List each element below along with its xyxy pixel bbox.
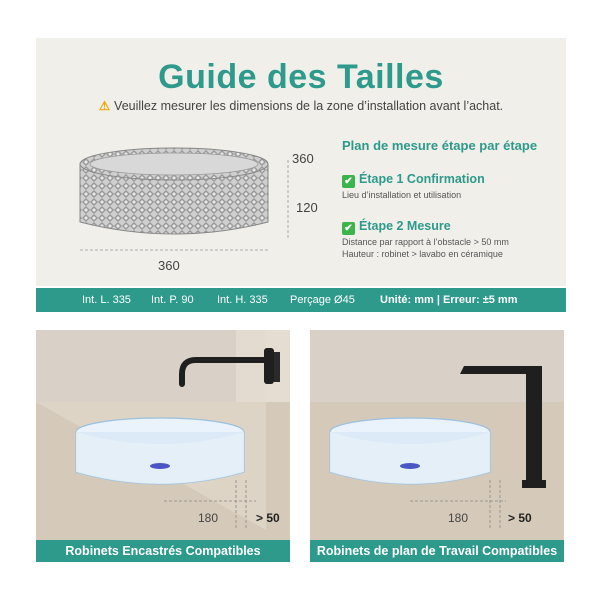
- specs-band: [36, 288, 566, 312]
- warning-icon: ⚠: [98, 99, 111, 113]
- step1-title: [342, 172, 485, 188]
- dimension-height: 120: [296, 200, 318, 215]
- countertop-faucet-illustration: [310, 330, 564, 562]
- wall-mounted-faucet-scene: [36, 330, 290, 562]
- spec-int-h: Int. H. 335: [217, 294, 268, 306]
- right-distance-label: 180: [448, 511, 469, 525]
- left-distance-label: 180: [198, 511, 219, 525]
- step2-desc2: Hauteur : robinet > lavabo en céramique: [342, 249, 503, 259]
- dimension-diameter-top: 360: [292, 151, 314, 166]
- steps-heading: Plan de mesure étape par étape: [342, 138, 538, 153]
- check-icon: ✔: [342, 175, 355, 188]
- countertop-faucet-scene: [310, 330, 564, 562]
- page-title: Guide des Tailles: [158, 58, 444, 96]
- basin-diagram: [74, 142, 274, 252]
- step2-title: [342, 219, 451, 235]
- step2-desc1: Distance par rapport à l’obstacle > 50 mm: [342, 237, 509, 247]
- spec-int-p: Int. P. 90: [151, 294, 194, 306]
- step1-desc: Lieu d’installation et utilisation: [342, 190, 462, 200]
- check-icon: ✔: [342, 222, 355, 235]
- right-panel-label: Robinets de plan de Travail Compatibles: [310, 540, 564, 562]
- step1-title-text: Étape 1 Confirmation: [359, 172, 485, 186]
- dimension-diameter-bottom: 360: [158, 258, 180, 273]
- left-gap-label: > 50: [256, 511, 280, 525]
- spec-int-l: Int. L. 335: [82, 294, 131, 306]
- right-gap-label: > 50: [508, 511, 532, 525]
- size-guide-header-section: [36, 38, 566, 286]
- wall-faucet-illustration: [36, 330, 290, 562]
- spec-percage: Perçage Ø45: [290, 294, 355, 306]
- step2-title-text: Étape 2 Mesure: [359, 219, 451, 233]
- warning-text: Veuillez mesurer les dimensions de la zone d’installation avant l’achat.: [114, 99, 504, 113]
- left-panel-label: Robinets Encastrés Compatibles: [36, 540, 290, 562]
- spec-unit: Unité: mm | Erreur: ±5 mm: [380, 294, 518, 306]
- warning-notice: [36, 98, 566, 113]
